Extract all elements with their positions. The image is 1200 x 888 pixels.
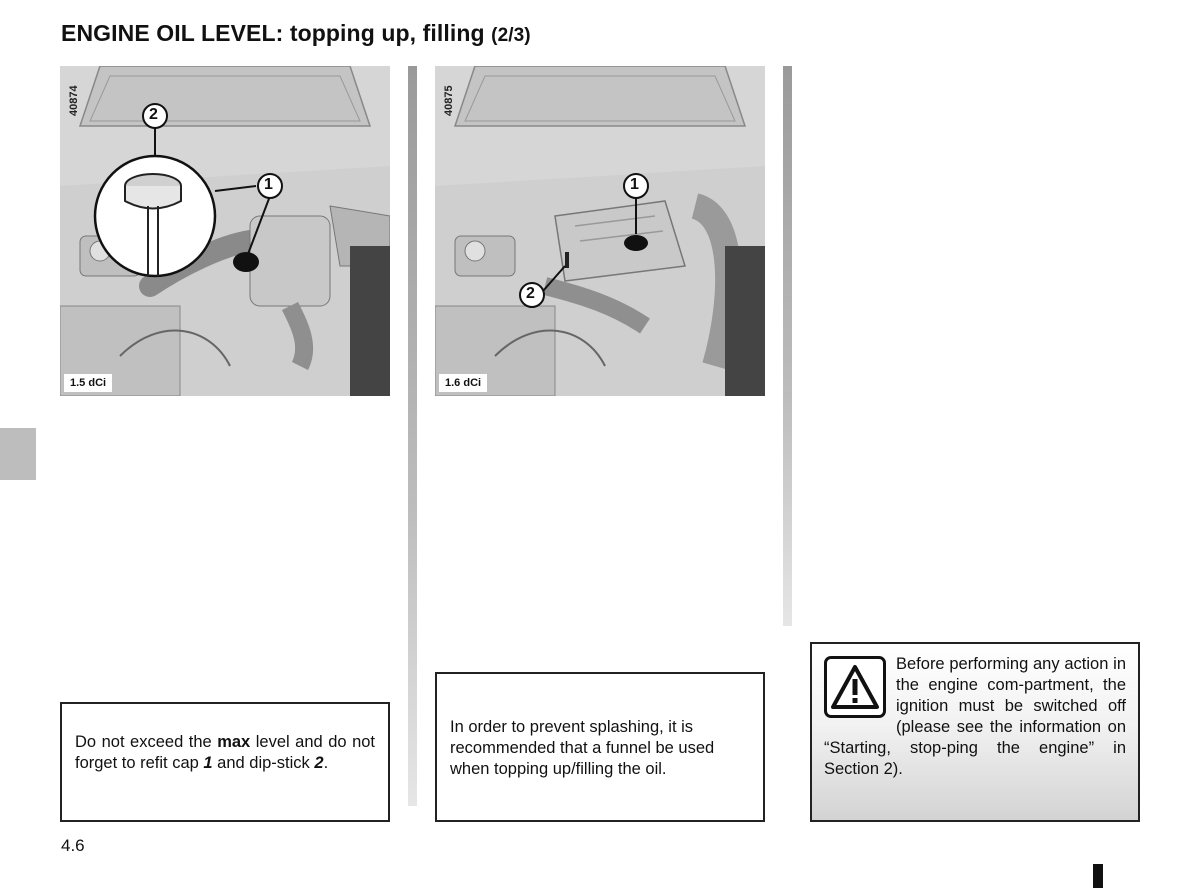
note-a-max: max xyxy=(217,733,251,751)
callout-2-label: 2 xyxy=(149,106,158,123)
section-tab xyxy=(0,428,36,480)
note-a-cap-ref: 1 xyxy=(203,754,213,772)
engine-illustration-1 xyxy=(60,66,390,396)
warning-box xyxy=(810,642,1140,822)
callout-2-label: 2 xyxy=(526,285,535,302)
column-divider-right xyxy=(783,66,792,626)
corner-mark xyxy=(1093,864,1103,888)
title-main: ENGINE OIL LEVEL: topping up, filling xyxy=(61,20,485,46)
figure-ref-number: 40874 xyxy=(68,85,80,116)
engine-illustration-2 xyxy=(435,66,765,396)
note-max-level xyxy=(60,702,390,822)
note-a-text-2: level and do not forget to refit cap xyxy=(75,733,376,772)
warning-triangle-icon xyxy=(824,656,886,718)
engine-label: 1.5 dCi xyxy=(64,374,112,392)
callout-1-label: 1 xyxy=(264,176,273,193)
note-b-text: In order to prevent splashing, it is recommended that a funnel be used when topping up/filling the oil. xyxy=(450,718,715,778)
page-title xyxy=(61,20,531,47)
title-part: (2/3) xyxy=(491,25,531,46)
note-funnel xyxy=(435,672,765,822)
warning-text: Before performing any action in the engine com-partment, the ignition must be switched off (please see the information on “Starting, stop-ping the engine” in Section 2). xyxy=(824,655,1126,778)
column-divider-left xyxy=(408,66,417,806)
figure-ref-number: 40875 xyxy=(443,85,455,116)
engine-figure-1 xyxy=(60,66,390,396)
engine-label: 1.6 dCi xyxy=(439,374,487,392)
note-a-text-1: Do not exceed the xyxy=(75,733,218,751)
callout-1-label: 1 xyxy=(630,176,639,193)
note-a-text-3: and dip-stick xyxy=(212,754,315,772)
engine-figure-2 xyxy=(435,66,765,396)
note-a-text-4: . xyxy=(323,754,329,772)
page-number: 4.6 xyxy=(61,836,85,855)
note-a-dipstick-ref: 2 xyxy=(314,754,324,772)
